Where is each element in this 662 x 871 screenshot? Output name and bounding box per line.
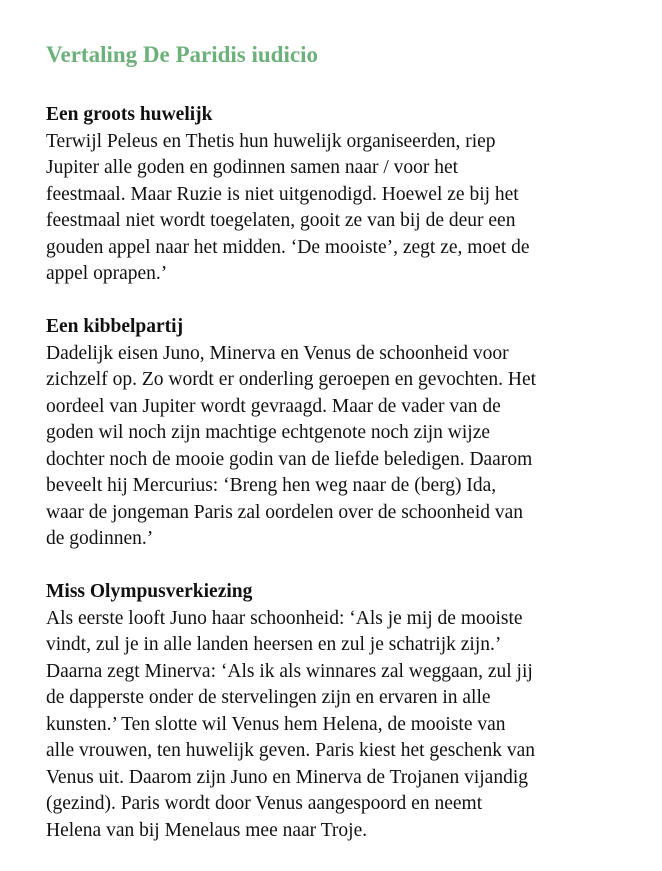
section-body: Als eerste looft Juno haar schoonheid: ‘Als je mij de mooiste vindt, zul je in alle landen heersen en zul je schatrijk zijn.’ Daarna zegt Minerva: ‘Als ik als winnares zal weggaan, zul jij de dapperste onder de stervelingen zijn en ervaren in alle kunsten.’ Ten slotte wil Venus hem Helena, de mooiste van alle vrouwen, ten huwelijk geven. Paris kiest het geschenk van Venus uit. Daarom zijn Juno en Minerva de Trojanen vijandig (gezind). Paris wordt door Venus aangespoord en neemt Helena van bij Menelaus mee naar Troje. — [46, 607, 535, 841]
section-een-kibbelpartij — [46, 314, 626, 553]
document-title: Vertaling De Paridis iudicio — [46, 42, 318, 67]
section-heading: Een kibbelpartij — [46, 316, 184, 337]
section-heading: Een groots huwelijk — [46, 104, 213, 125]
document-page — [46, 38, 626, 871]
section-body: Dadelijk eisen Juno, Minerva en Venus de schoonheid voor zichzelf op. Zo wordt er onderling geroepen en gevochten. Het oordeel van Jupiter wordt gevraagd. Maar de vader van de goden wil noch zijn machtige echtgenote noch zijn wijze dochter noch de mooie godin van de liefde beledigen. Daarom beveelt hij Mercurius: ‘Breng hen weg naar de (berg) Ida, waar de jongeman Paris zal oordelen over de schoonheid van de godinnen.’ — [46, 342, 537, 549]
section-een-groots-huwelijk — [46, 102, 626, 288]
section-miss-olympusverkiezing — [46, 579, 626, 844]
section-body: Terwijl Peleus en Thetis hun huwelijk organiseerden, riep Jupiter alle goden en godinnen samen naar / voor het feestmaal. Maar Ruzie is niet uitgenodigd. Hoewel ze bij het feestmaal niet wordt toegelaten, gooit ze van bij de deur een gouden appel naar het midden. ‘De mooiste’, zegt ze, moet de appel oprapen.’ — [46, 130, 530, 284]
section-heading: Miss Olympusverkiezing — [46, 581, 253, 602]
